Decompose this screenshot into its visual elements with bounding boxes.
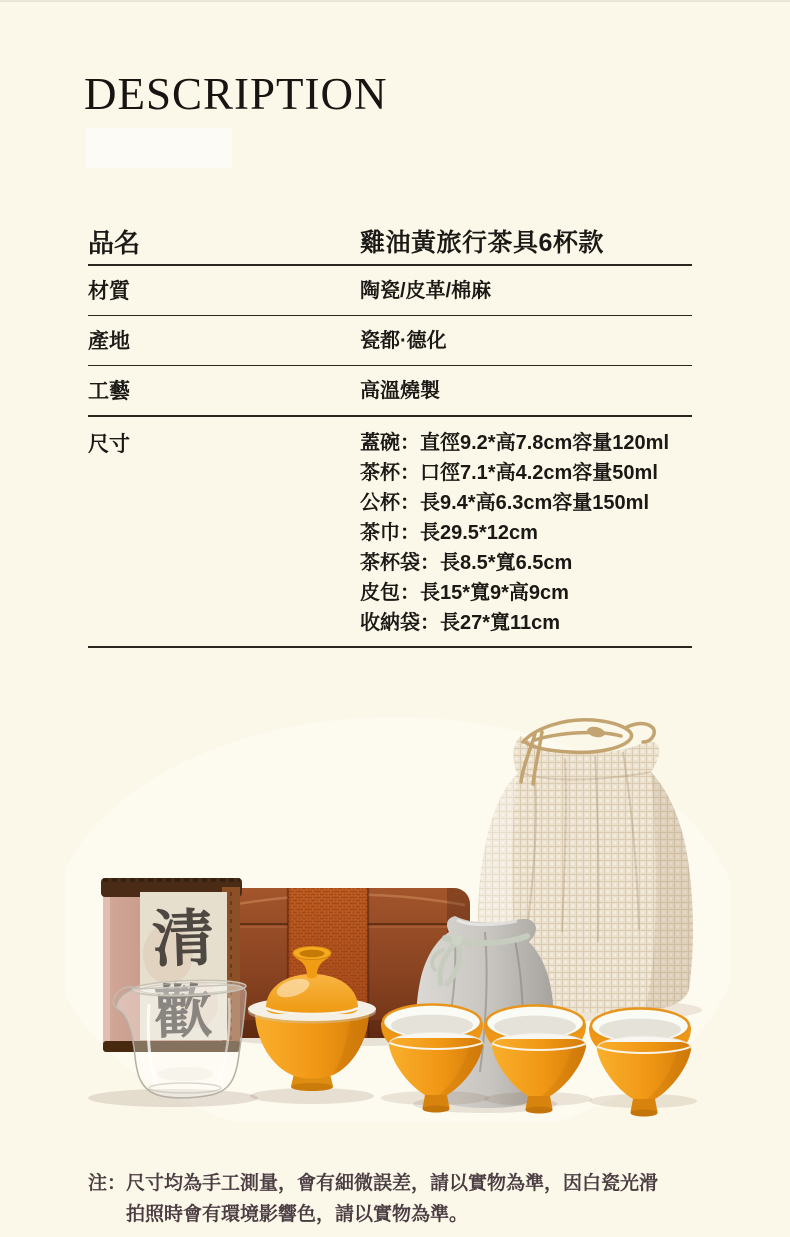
spec-row-craft: [88, 366, 692, 417]
spec-label: 材質: [88, 280, 130, 303]
page-top-divider: [0, 0, 790, 2]
dimension-line: 茶杯：口徑7.1*高4.2cm容量50ml: [360, 462, 658, 484]
note-line-2: 拍照時會有環境影響色，請以實物為準。: [126, 1204, 469, 1225]
product-photo: [65, 692, 730, 1122]
note-line-1: 注：尺寸均為手工測量，會有細微誤差，請以實物為準，因白瓷光滑: [88, 1173, 659, 1194]
dimension-line: 收納袋：長27*寬11cm: [360, 612, 561, 634]
spec-label: 工藝: [88, 380, 130, 403]
spec-label: 品名: [88, 228, 141, 258]
spec-value: 瓷都·德化: [360, 330, 447, 352]
dimension-line: 皮包：長15*寬9*高9cm: [360, 582, 569, 604]
watermark-box: [86, 128, 232, 168]
spec-value: 高溫燒製: [360, 380, 440, 402]
dimension-line: 公杯：長9.4*高6.3cm容量150ml: [360, 492, 650, 514]
spec-row-dimensions: [88, 417, 692, 648]
spec-value: 陶瓷/皮革/棉麻: [360, 280, 492, 302]
dimension-list: [360, 417, 692, 646]
spec-label: 產地: [88, 330, 130, 353]
dimension-line: 茶杯袋：長8.5*寬6.5cm: [360, 552, 573, 574]
dimension-line: 茶巾：長29.5*12cm: [360, 522, 538, 544]
spec-label: 尺寸: [88, 433, 130, 456]
dimension-line: 蓋碗：直徑9.2*高7.8cm容量120ml: [360, 432, 670, 454]
note-text: [88, 1168, 728, 1230]
calligraphy-text-top: 清: [151, 903, 216, 976]
spec-row-material: [88, 266, 692, 316]
page-title: DESCRIPTION: [84, 69, 388, 119]
spec-table: [88, 220, 692, 648]
spec-row-product-name: [88, 220, 692, 266]
spec-row-origin: [88, 316, 692, 366]
glass-pitcher-illustration: [113, 979, 246, 1098]
spec-value: 雞油黃旅行茶具6杯款: [360, 229, 604, 257]
